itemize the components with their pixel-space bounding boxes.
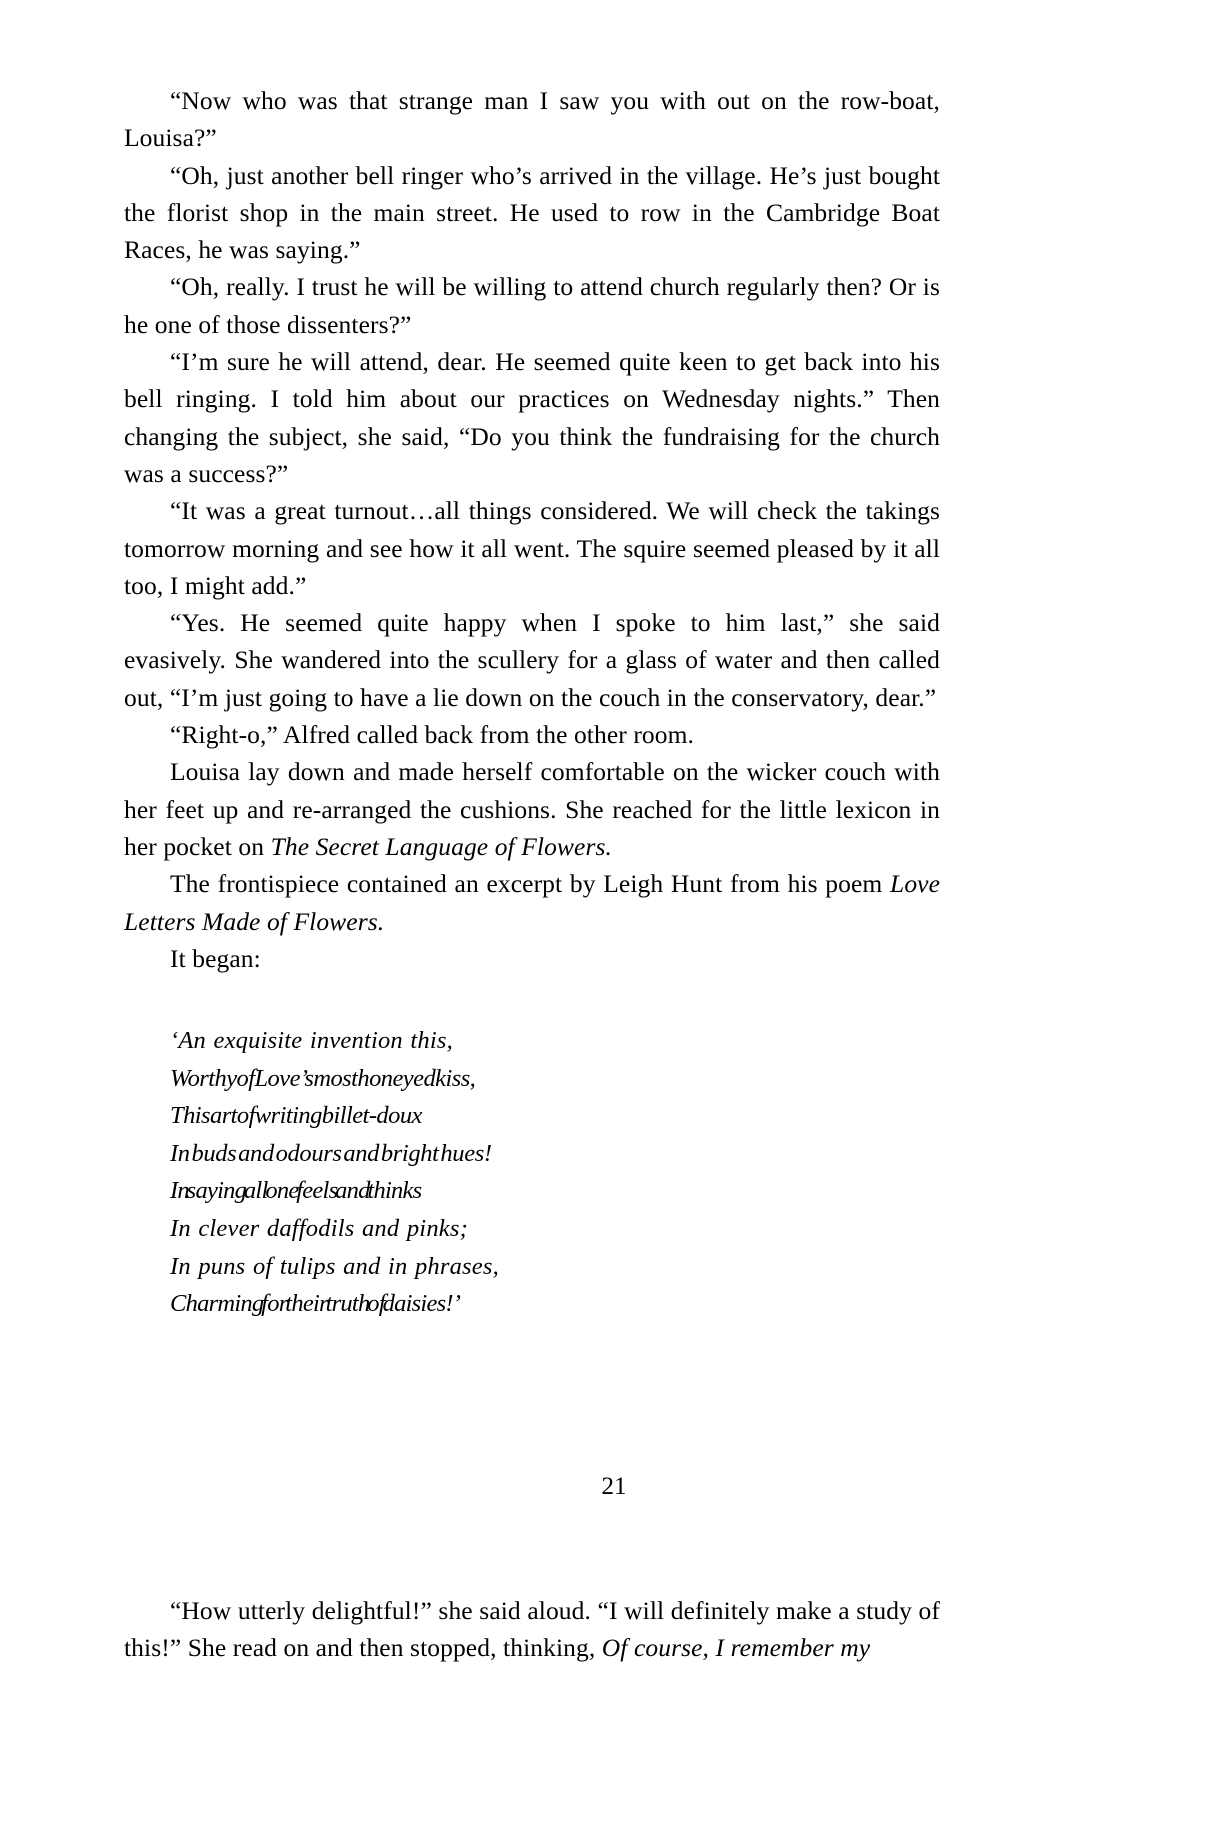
text-run: It began: bbox=[170, 943, 261, 973]
italic-run: The Secret Language of Flowers. bbox=[270, 831, 612, 861]
paragraph bbox=[124, 604, 940, 716]
poem-line: In clever daffodils and pinks; bbox=[170, 1214, 468, 1242]
text-run: Louisa lay down and made herself comfortable on the wicker couch with her feet up and re-arranged the cushions. She reached for the little lexicon in her pocket on bbox=[124, 757, 940, 861]
paragraph bbox=[124, 82, 940, 157]
text-run: “Yes. He seemed quite happy when I spoke to him last,” she said evasively. She wandered into the scullery for a glass of water and then called out, “I’m just going to have a lie down on the couch in the conservatory, dear.” bbox=[124, 608, 940, 712]
text-run: “Now who was that strange man I saw you with out on the row-boat, Louisa?” bbox=[124, 86, 940, 153]
poem-line: In buds and odours and bright hues! bbox=[170, 1139, 492, 1167]
text-run: “Oh, really. I trust he will be willing to attend church regularly then? Or is he one of those dissenters?” bbox=[124, 272, 940, 339]
poem-line: Worthy of Love’s most honeyed kiss, bbox=[170, 1064, 476, 1092]
text-run: “It was a great turnout…all things considered. We will check the takings tomorrow morning and see how it all went. The squire seemed pleased by it all too, I might add.” bbox=[124, 496, 940, 600]
paragraph bbox=[124, 1592, 940, 1667]
poem-line: This art of writing billet-doux bbox=[170, 1102, 422, 1130]
text-run: “How utterly delightful!” she said aloud. “I will definitely make a study of this!” She read on and then stopped, thinking, bbox=[124, 1596, 940, 1663]
paragraph bbox=[124, 157, 940, 269]
poem-line: ‘An exquisite invention this, bbox=[170, 1027, 453, 1054]
paragraph bbox=[124, 716, 940, 753]
text-run: The frontispiece contained an excerpt by Leigh Hunt from his poem bbox=[170, 869, 891, 899]
poem-block bbox=[170, 1022, 870, 1323]
paragraph bbox=[124, 753, 940, 865]
text-run: “Right-o,” Alfred called back from the other room. bbox=[170, 720, 695, 750]
paragraph bbox=[124, 865, 940, 940]
paragraph bbox=[124, 343, 940, 492]
italic-run: Of course, I remember my bbox=[601, 1633, 871, 1663]
main-text-column bbox=[124, 82, 940, 977]
paragraph bbox=[124, 268, 940, 343]
poem-line: In puns of tulips and in phrases, bbox=[170, 1252, 499, 1280]
poem-line: Charming for their truth of daisies!’ bbox=[170, 1290, 461, 1318]
text-run: “Oh, just another bell ringer who’s arrived in the village. He’s just bought the florist shop in the main street. He used to row in the Cambridge Boat Races, he was saying.” bbox=[124, 160, 940, 265]
paragraph bbox=[124, 492, 940, 604]
italic-run: Love Letters Made of Flowers. bbox=[124, 869, 940, 936]
text-run: “I’m sure he will attend, dear. He seemed quite keen to get back into his bell ringing. I told him about our practices on Wednesday nights.” Then changing the subject, she said, “Do you think the fundraising for the church was a success?” bbox=[124, 347, 940, 488]
paragraph bbox=[124, 940, 940, 977]
poem-line: In saying all one feels and thinks bbox=[170, 1177, 422, 1205]
page-number: 21 bbox=[601, 1473, 627, 1500]
closing-text-column bbox=[124, 1592, 940, 1667]
